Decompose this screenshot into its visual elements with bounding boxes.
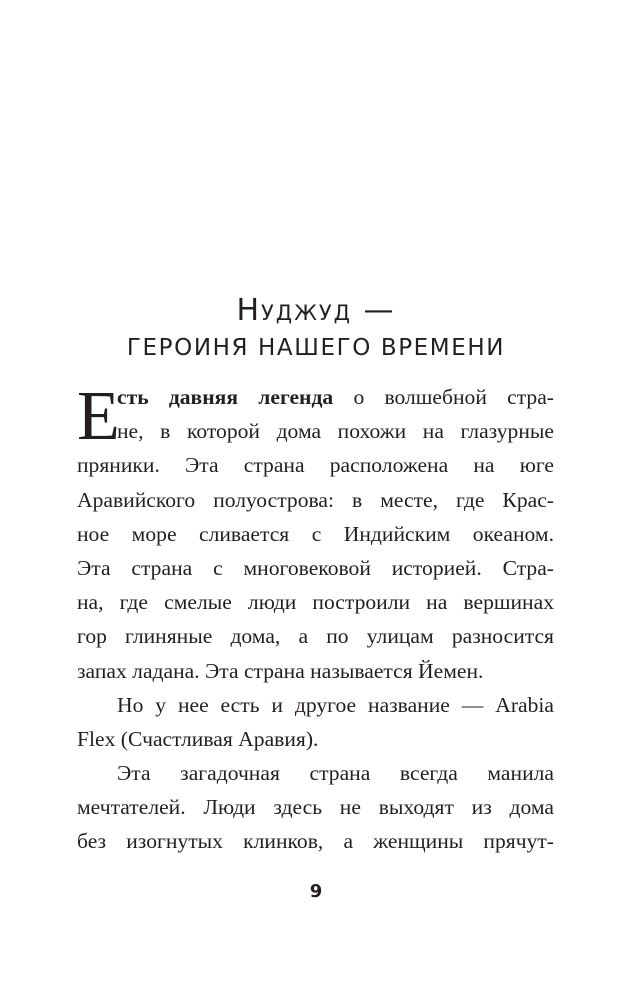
page-number: 9	[309, 881, 323, 902]
chapter-title-part2: ГЕРОИНЯ НАШЕГО ВРЕМЕНИ	[126, 335, 506, 361]
chapter-title-line1	[0, 293, 632, 329]
chapter-title-line2	[0, 334, 632, 362]
text-line: Но у нее есть и другое название — Arabia	[117, 692, 554, 717]
paragraph-3	[77, 756, 554, 859]
text-line: Flex (Счастливая Аравия).	[77, 726, 319, 751]
text-line: не, в которой дома похожи на глазурные	[117, 419, 554, 444]
paragraph-2	[77, 688, 554, 756]
text-line: пряники. Эта страна расположена на юге	[77, 453, 554, 478]
text-line: ное море сливается с Индийским океаном.	[77, 521, 554, 546]
text-line: сть давняя легенда о волшебной стра-	[117, 385, 554, 409]
paragraph-1	[77, 380, 554, 688]
text-line: мечтателей. Люди здесь не выходят из дома	[77, 795, 554, 820]
text-line: Эта загадочная страна всегда манила	[117, 761, 554, 786]
text-line: без изогнутых клинков, а женщины прячут-	[77, 829, 554, 854]
text-line: на, где смелые люди построили на вершинах	[77, 590, 554, 615]
text-line: Аравийского полуострова: в месте, где Крас-	[77, 487, 554, 512]
text-line: гор глиняные дома, а по улицам разносится	[77, 624, 554, 649]
text-line: Эта страна с многовековой историей. Стра-	[77, 555, 554, 580]
lead-words: сть давняя легенда	[117, 385, 334, 409]
drop-cap: Е	[77, 378, 120, 455]
text-line: запах ладана. Эта страна называется Йемен.	[77, 658, 484, 683]
body-text	[77, 380, 554, 859]
chapter-title-part1: Нуджуд —	[236, 293, 396, 328]
